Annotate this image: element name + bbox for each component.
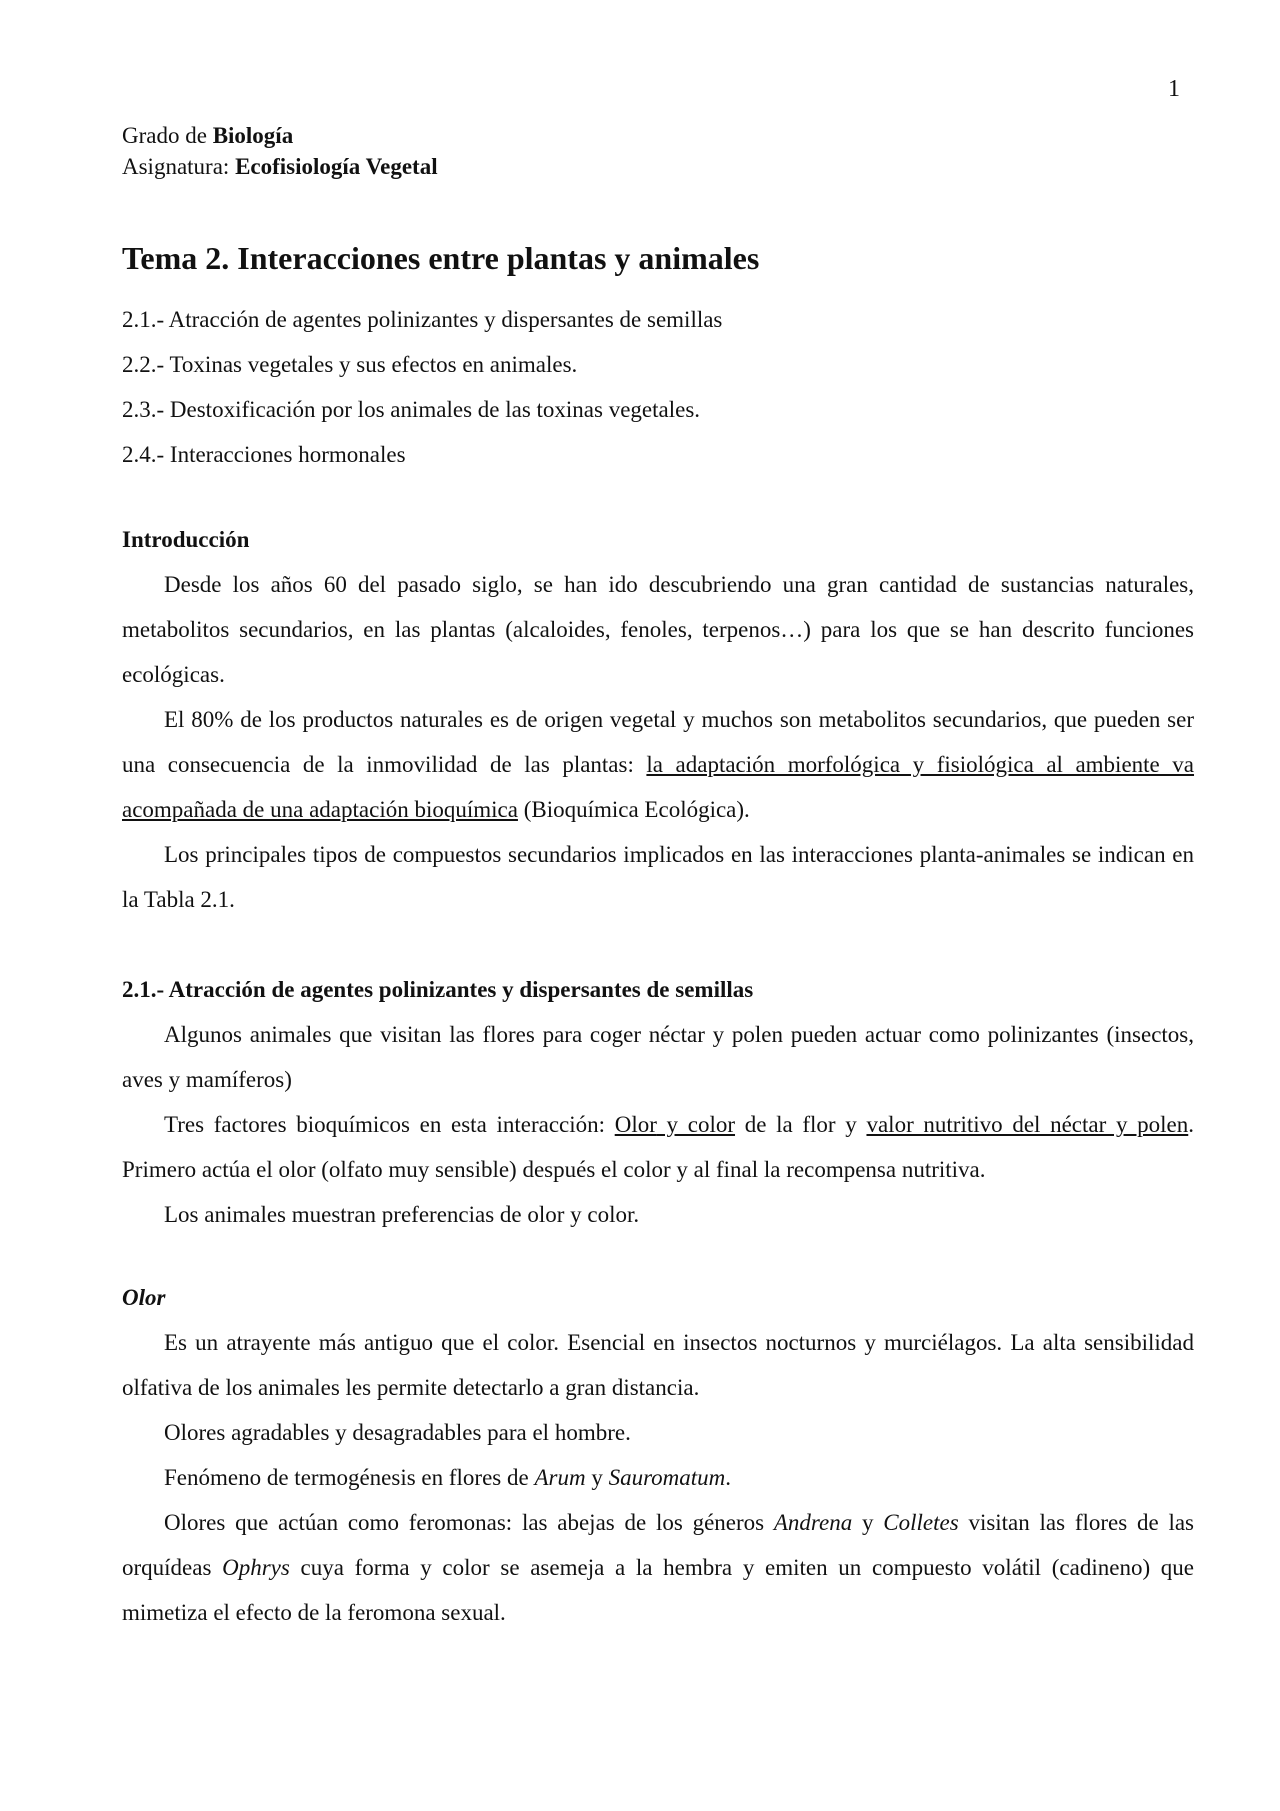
topic-item: 2.4.- Interacciones hormonales (122, 442, 406, 467)
genus-name: Sauromatum (608, 1465, 726, 1490)
underlined-text: la adaptación morfológica y fisiológica al ambiente va acompañada de una adaptación bioquímica (122, 752, 1195, 822)
section-2-1-paragraph-3: Los animales muestran preferencias de olor y color. (164, 1202, 640, 1227)
section-2-1 (122, 967, 1194, 1237)
text-run: (Bioquímica Ecológica). (517, 797, 750, 822)
page-title: Tema 2. Interacciones entre plantas y animales (122, 240, 760, 276)
subject-name: Ecofisiología Vegetal (235, 154, 438, 179)
section-2-1-paragraph-1: Algunos animales que visitan las flores para coger néctar y polen pueden actuar como polinizantes (insectos, aves y mamíferos) (122, 1022, 1194, 1092)
intro-section (122, 517, 1194, 922)
topic-item: 2.3.- Destoxificación por los animales de las toxinas vegetales. (122, 397, 701, 422)
olor-paragraph-4 (122, 1500, 1194, 1635)
degree-line (122, 120, 438, 151)
underlined-text: Olor (614, 1112, 657, 1137)
intro-heading: Introducción (122, 527, 250, 552)
underlined-text: y color (656, 1112, 736, 1137)
text-run: Fenómeno de termogénesis en flores de (164, 1465, 535, 1490)
olor-paragraph-1: Es un atrayente más antiguo que el color. Esencial en insectos nocturnos y murciélagos. La alta sensibilidad olfativa de los animales les permite detectarlo a gran distancia. (122, 1330, 1194, 1400)
olor-heading: Olor (122, 1285, 166, 1310)
subject-prefix: Asignatura: (122, 154, 236, 179)
genus-name: Andrena (773, 1510, 853, 1535)
genus-name: Colletes (883, 1510, 959, 1535)
degree-prefix: Grado de (122, 123, 213, 148)
intro-paragraph-2 (122, 697, 1194, 832)
text-run: y (585, 1465, 609, 1490)
olor-paragraph-2: Olores agradables y desagradables para el hombre. (164, 1420, 631, 1445)
topic-item: 2.1.- Atracción de agentes polinizantes y dispersantes de semillas (122, 307, 723, 332)
text-run: cuya forma y color se asemeja a la hembra y emiten un compuesto volátil (cadineno) que mimetiza el efecto de la feromona sexual. (122, 1555, 1194, 1625)
text-run: visitan las flores de las orquídeas (122, 1510, 1195, 1580)
topic-item: 2.2.- Toxinas vegetales y sus efectos en animales. (122, 352, 578, 377)
section-2-1-paragraph-2 (122, 1102, 1194, 1192)
section-2-1-heading: 2.1.- Atracción de agentes polinizantes y dispersantes de semillas (122, 977, 754, 1002)
degree-name: Biología (212, 123, 294, 148)
page-number: 1 (1168, 76, 1180, 102)
genus-name: Arum (534, 1465, 586, 1490)
text-run: . Primero actúa el olor (olfato muy sensible) después el color y al final la recompensa nutritiva. (122, 1112, 1194, 1182)
intro-paragraph-1: Desde los años 60 del pasado siglo, se han ido descubriendo una gran cantidad de sustancias naturales, metabolitos secundarios, en las plantas (alcaloides, fenoles, terpenos…) para los que se han descrito funciones ecológicas. (122, 572, 1194, 687)
text-run: y (852, 1510, 884, 1535)
text-run: Olores que actúan como feromonas: las abejas de los géneros (164, 1510, 774, 1535)
topic-list (122, 297, 722, 477)
text-run: . (725, 1465, 732, 1490)
text-run: Tres factores bioquímicos en esta interacción: (164, 1112, 615, 1137)
intro-paragraph-3: Los principales tipos de compuestos secundarios implicados en las interacciones planta-animales se indican en la Tabla 2.1. (122, 842, 1194, 912)
underlined-text: valor nutritivo del néctar y polen (866, 1112, 1189, 1137)
genus-name: Ophrys (222, 1555, 290, 1580)
course-header (122, 120, 438, 182)
olor-paragraph-3 (122, 1455, 1194, 1500)
subject-line (122, 151, 438, 182)
text-run: de la flor y (735, 1112, 867, 1137)
olor-section (122, 1275, 1194, 1635)
text-run: El 80% de los productos naturales es de origen vegetal y muchos son metabolitos secundarios, que pueden ser una consecuencia de la inmovilidad de las plantas: (122, 707, 1194, 777)
